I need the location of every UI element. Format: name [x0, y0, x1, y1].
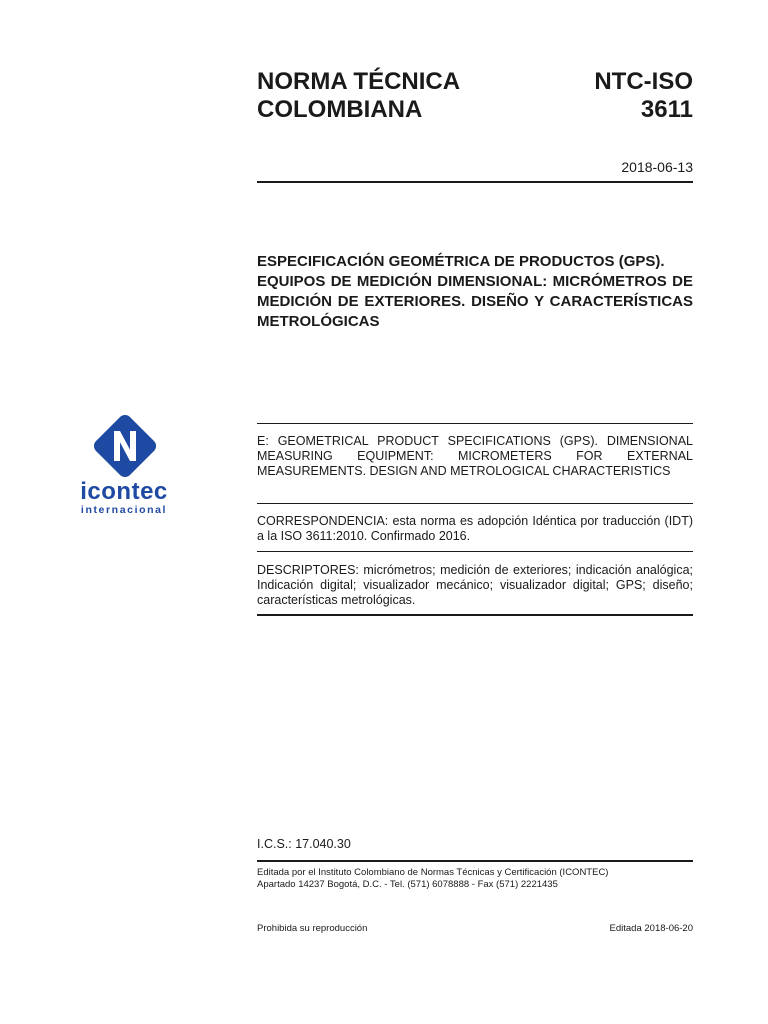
logo-subword: internacional: [80, 504, 168, 516]
english-bottom-divider: [257, 503, 693, 504]
logo-wordmark: icontec: [80, 478, 168, 505]
document-code: [594, 68, 693, 124]
descriptors-text: DESCRIPTORES: micrómetros; medición de exteriores; indicación analógica; Indicación digital; visualizador mecánico; visualizador digital; GPS; diseño; características metrológicas.: [257, 563, 693, 607]
publisher-line-2: Apartado 14237 Bogotá, D.C. - Tel. (571) 6078888 - Fax (571) 2221435: [257, 879, 558, 890]
publisher-line-1: Editada por el Instituto Colombiano de Normas Técnicas y Certificación (ICONTEC): [257, 867, 609, 878]
ics-code: I.C.S.: 17.040.30: [257, 837, 351, 851]
document-date: 2018-06-13: [621, 159, 693, 175]
footer-edition: Editada 2018-06-20: [609, 923, 693, 934]
title-line-2: COLOMBIANA: [257, 96, 423, 123]
header-divider: [257, 181, 693, 183]
title-line-1: NORMA TÉCNICA: [257, 68, 461, 95]
document-title: [257, 68, 460, 124]
english-top-divider: [257, 423, 693, 424]
code-line-1: NTC-ISO: [594, 68, 693, 95]
footer-copyright: Prohibida su reproducción: [257, 923, 368, 934]
descriptors-divider: [257, 614, 693, 616]
correspondence-divider: [257, 551, 693, 552]
correspondence-text: CORRESPONDENCIA: esta norma es adopción Idéntica por traducción (IDT) a la ISO 3611:2010. Confirmado 2016.: [257, 514, 693, 543]
english-title: E: GEOMETRICAL PRODUCT SPECIFICATIONS (GPS). DIMENSIONAL MEASURING EQUIPMENT: MICROMETERS FOR EXTERNAL MEASUREMENTS. DESIGN AND METROLOGICAL CHARACTERISTICS: [257, 434, 693, 478]
code-line-2: 3611: [640, 96, 693, 123]
spanish-title-line-1: ESPECIFICACIÓN GEOMÉTRICA DE PRODUCTOS (GPS).: [257, 253, 665, 270]
publisher-divider: [257, 860, 693, 862]
icontec-logo-icon: [75, 408, 185, 482]
publisher-info: [257, 867, 693, 891]
spanish-title: [257, 252, 693, 332]
spanish-title-line-2: EQUIPOS DE MEDICIÓN DIMENSIONAL: MICRÓMETROS DE MEDICIÓN DE EXTERIORES. DISEÑO Y CARACTERÍSTICAS METROLÓGICAS: [257, 273, 693, 330]
